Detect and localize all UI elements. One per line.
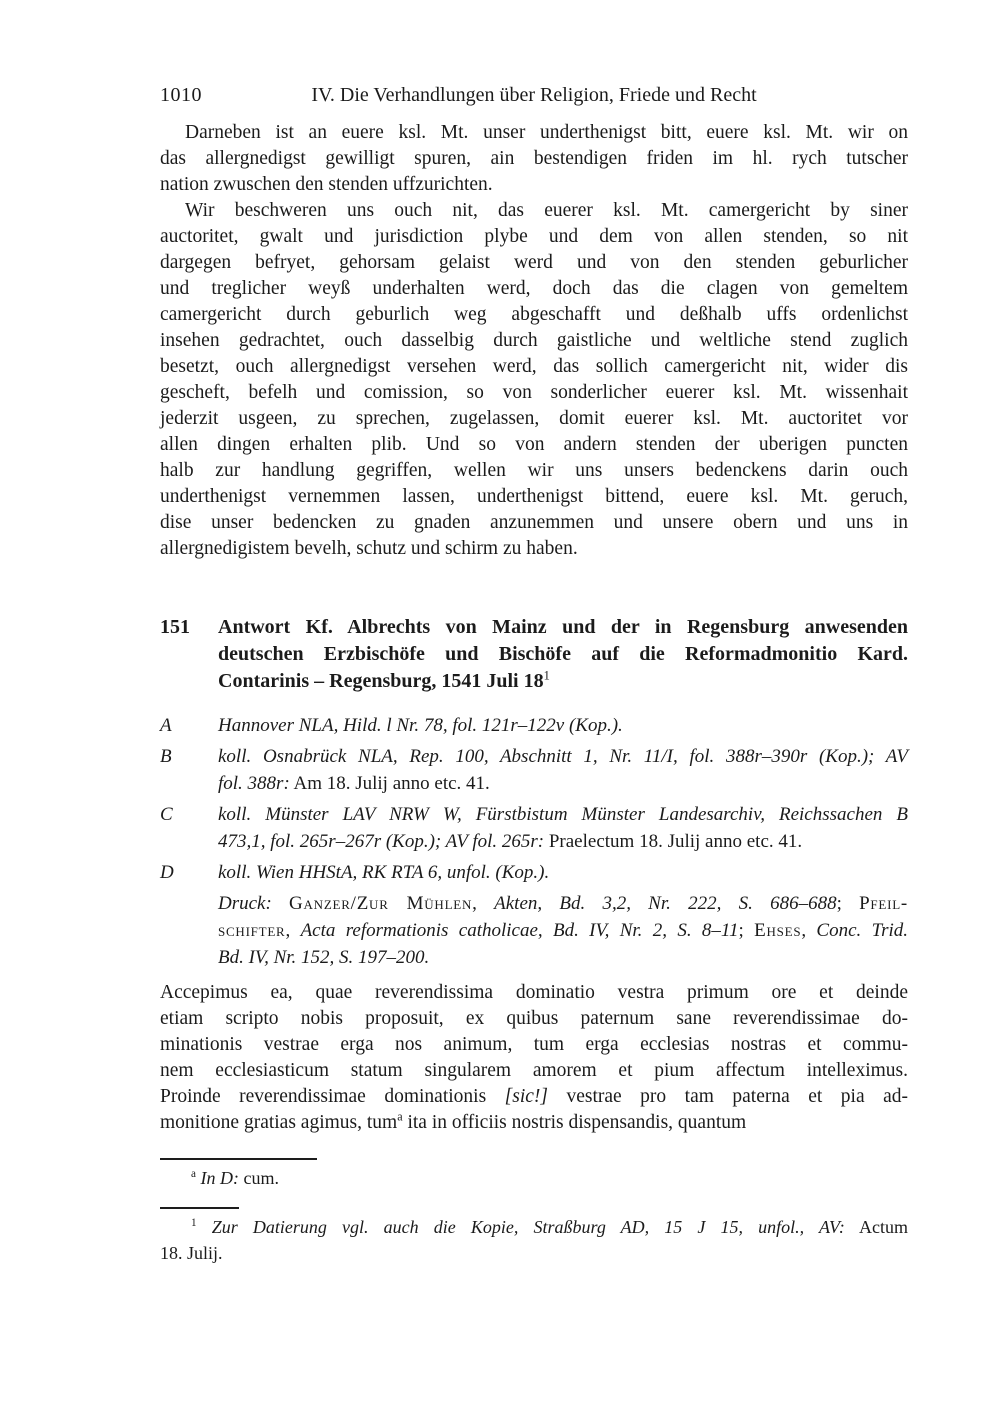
text-line: [218, 668, 908, 695]
text-line: gescheft, befelh und comission, so von sonderlicher euerer ksl. Mt. wissenhait: [160, 382, 908, 403]
text-line: dise unser bedencken zu gnaden anzunemmen und unsere obern und uns in: [160, 512, 908, 533]
footnote-separator-apparatus: [160, 1158, 317, 1160]
text-segment: fol. 388r:: [218, 773, 290, 794]
text-line: das allergnedigst gewilligt spuren, ain bestendigen friden im hl. rych tutscher: [160, 148, 908, 169]
text-line: allen dingen erhalten plib. Und so von andern stenden der uberigen puncten: [160, 434, 908, 455]
text-line: [218, 917, 908, 944]
footnote-1: [160, 1214, 908, 1266]
text-segment: Conc. Trid.: [816, 920, 909, 941]
siglum-description: [218, 859, 908, 886]
text-segment: 1: [191, 1217, 197, 1229]
text-segment: Actum: [844, 1217, 909, 1237]
text-line: [160, 1165, 908, 1191]
text-segment: Antwort Kf. Albrechts von Mainz und der in Regensburg anwesenden: [218, 616, 908, 638]
text-line: [218, 944, 908, 971]
body-paragraph-2: [160, 198, 908, 562]
running-title: IV. Die Verhandlungen über Religion, Friede und Recht: [311, 84, 757, 106]
text-line: [218, 859, 908, 886]
sigla-row-d: [160, 859, 908, 886]
siglum-letter: B: [160, 746, 172, 767]
text-segment: monitione gratias agimus, tum: [160, 1112, 398, 1133]
text-segment: a: [397, 1109, 403, 1124]
text-line: halb zur handlung gegriffen, wellen wir uns unsers bedenckens darin ouch: [160, 460, 908, 481]
text-line: [218, 801, 908, 828]
text-line: nation zwuschen den stenden uffzurichten.: [160, 174, 493, 195]
siglum-letter: D: [160, 862, 174, 883]
text-segment: a: [191, 1168, 196, 1180]
text-segment: Zur Datierung vgl. auch die Kopie, Straßburg AD, 15 J 15, unfol., AV:: [211, 1217, 845, 1237]
text-segment: Pfeil-: [859, 893, 909, 914]
latin-text-paragraph: [160, 980, 908, 1136]
text-line: jederzit usgeen, zu sprechen, zugelassen, domit euerer ksl. Mt. auctoritet vor: [160, 408, 908, 429]
druck-spacer: [160, 890, 218, 971]
text-segment: schifter: [218, 920, 286, 941]
document-title: [218, 614, 908, 695]
siglum-letter: C: [160, 804, 173, 825]
text-line: camergericht durch geburlich weg abgeschafft und deßhalb uffs ordenlichst: [160, 304, 908, 325]
text-segment: ;: [738, 920, 755, 941]
text-segment: 473,1, fol. 265r–267r (Kop.); AV fol. 265r:: [218, 831, 545, 852]
text-segment: 18. Julij.: [160, 1243, 223, 1263]
siglum-description: [218, 712, 908, 739]
text-segment: ,: [801, 920, 817, 941]
text-segment: ;: [836, 893, 860, 914]
text-segment: Hannover NLA, Hild. l Nr. 78, fol. 121r–122v (Kop.).: [218, 715, 623, 736]
text-segment: 1: [543, 668, 550, 683]
siglum-description: [218, 743, 908, 797]
text-segment: Am 18. Julij anno etc. 41.: [289, 773, 490, 794]
text-line: [218, 770, 908, 797]
text-line: minationis vestrae erga nos animum, tum erga ecclesias nostras et commu-: [160, 1034, 908, 1055]
text-line: und treglicher weyß underhalten werd, doch das die clagen von gemeltem: [160, 278, 908, 299]
text-segment: Bd. IV, Nr. 152, S. 197–200.: [218, 947, 430, 968]
text-segment: ita in officiis nostris dispensandis, quantum: [402, 1112, 747, 1133]
text-segment: koll. Osnabrück NLA, Rep. 100, Abschnitt 1, Nr. 11/I, fol. 388r–390r (Kop.); AV: [218, 746, 908, 767]
text-segment: koll. Wien HHStA, RK RTA 6, unfol. (Kop.).: [218, 862, 550, 883]
page-number: 1010: [160, 84, 202, 106]
text-line: [218, 743, 908, 770]
text-line: underthenigst vernemmen lassen, underthenigst bittend, euere ksl. Mt. geruch,: [160, 486, 908, 507]
text-segment: Praelectum 18. Julij anno etc. 41.: [544, 831, 803, 852]
text-line: Darneben ist an euere ksl. Mt. unser underthenigst bitt, euere ksl. Mt. wir on: [185, 122, 908, 143]
source-apparatus: [160, 712, 908, 971]
text-line: nem ecclesiasticum statum singularem amorem et pium affectum intelleximus.: [160, 1060, 908, 1081]
text-segment: deutschen Erzbischöfe und Bischöfe auf die Reformadmonitio Kard.: [218, 643, 908, 665]
text-segment: cum.: [238, 1168, 279, 1188]
footnotes: [160, 1158, 908, 1266]
footnote-a: [160, 1165, 908, 1191]
text-segment: Akten, Bd. 3,2, Nr. 222, S. 686–688: [494, 893, 837, 914]
siglum-description: [218, 801, 908, 855]
siglum-letter: A: [160, 715, 172, 736]
text-segment: Ehses: [754, 920, 802, 941]
text-segment: Acta reformationis catholicae, Bd. IV, Nr. 2, S. 8–11: [300, 920, 739, 941]
text-line: allergnedigistem bevelh, schutz und schirm zu haben.: [160, 538, 578, 559]
text-line: [160, 1084, 908, 1110]
page-content: [160, 120, 908, 1136]
text-line: dargegen befryet, gehorsam gelaist werd und von den stenden geburlicher: [160, 252, 908, 273]
text-line: besetzt, ouch allergnedigst versehen werd, das sollich camergericht nit, wider dis: [160, 356, 908, 377]
text-line: [218, 641, 908, 668]
text-line: [160, 1240, 908, 1266]
text-line: [218, 614, 908, 641]
text-line: [218, 828, 908, 855]
text-segment: ,: [285, 920, 301, 941]
document-heading: [160, 614, 908, 695]
text-segment: Contarinis – Regensburg, 1541 Juli 18: [218, 670, 544, 692]
text-line: [160, 1110, 908, 1136]
text-segment: ,: [472, 893, 495, 914]
text-segment: koll. Münster LAV NRW W, Fürstbistum Münster Landesarchiv, Reichssachen B: [218, 804, 908, 825]
footnote-separator-commentary: [160, 1207, 239, 1209]
text-line: insehen gedrachtet, ouch dasselbig durch gaistliche und weltliche stend zuglich: [160, 330, 908, 351]
text-line: Wir beschweren uns ouch nit, das euerer ksl. Mt. camergericht by siner: [185, 200, 908, 221]
druck-row: [160, 890, 908, 971]
text-line: etiam scripto nobis proposuit, ex quibus paternum sane reverendissimae do-: [160, 1008, 908, 1029]
sigla-row-a: [160, 712, 908, 739]
text-segment: [sic!]: [504, 1086, 548, 1107]
sigla-row-b: [160, 743, 908, 797]
text-segment: Druck:: [218, 893, 290, 914]
text-segment: In D:: [200, 1168, 239, 1188]
text-segment: Proinde reverendissimae dominationis: [160, 1086, 505, 1107]
sigla-row-c: [160, 801, 908, 855]
text-segment: [197, 1217, 212, 1237]
text-line: [218, 890, 908, 917]
text-line: [218, 712, 908, 739]
druck-references: [218, 890, 908, 971]
document-number: 151: [160, 616, 190, 638]
text-line: Accepimus ea, quae reverendissima dominatio vestra primum ore et deinde: [160, 982, 908, 1003]
running-head: [160, 82, 908, 108]
body-paragraph-1: [160, 120, 908, 198]
text-segment: vestrae pro tam paterna et pia ad-: [547, 1086, 908, 1107]
text-line: [160, 1214, 908, 1240]
text-segment: Ganzer/Zur Mühlen: [289, 893, 473, 914]
text-line: auctoritet, gwalt und jurisdiction plybe und dem von allen stenden, so nit: [160, 226, 908, 247]
